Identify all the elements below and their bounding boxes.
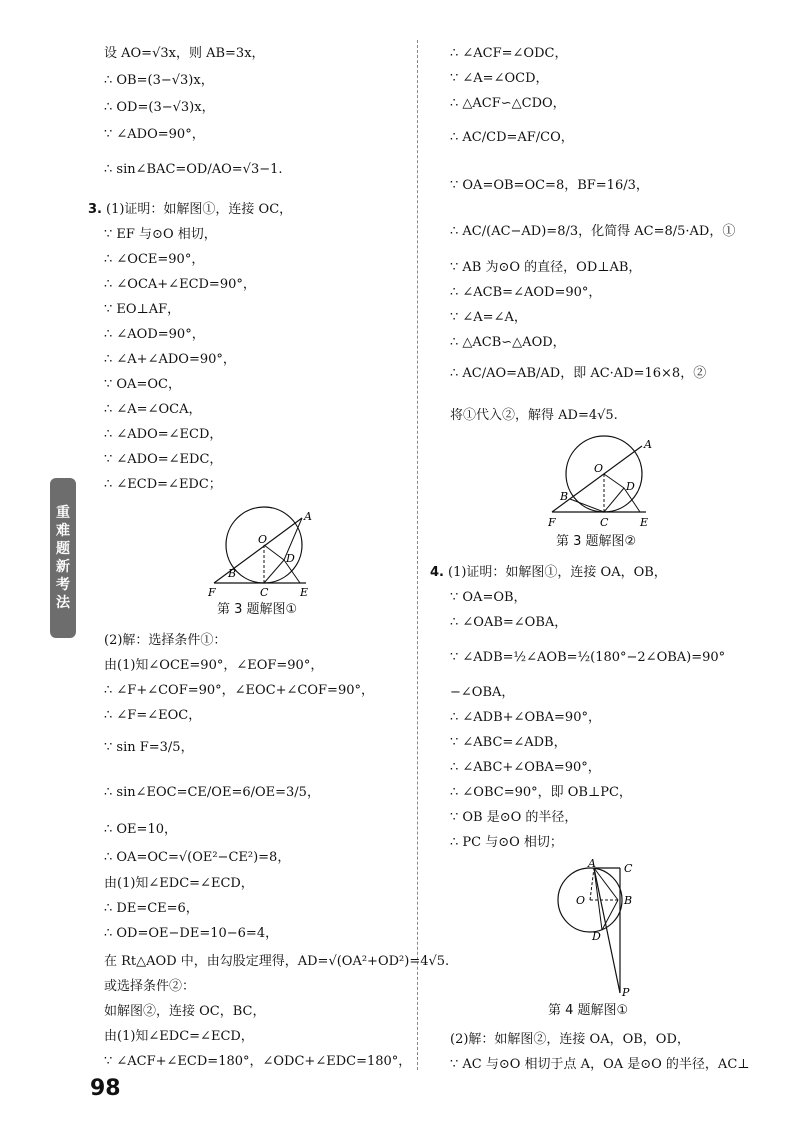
figure-caption: 第 3 题解图② [556, 534, 637, 549]
text-line: ∴ ∠ADB+∠OBA=90°， [450, 710, 601, 725]
label-d: D [626, 480, 635, 493]
text-line: 将①代入②，解得 AD=4√5. [450, 408, 618, 423]
side-tab-char: 新 [56, 559, 70, 575]
label-b: B [624, 894, 633, 907]
text-line: ∴ AC/AO=AB/AD，即 AC·AD=16×8，② [450, 366, 707, 381]
text-line: ∵ AB 为⊙O 的直径，OD⊥AB， [450, 260, 642, 275]
text-line: ∴ OD=(3−√3)x， [104, 100, 215, 115]
side-tab-char: 难 [56, 523, 70, 539]
label-f: F [548, 516, 556, 529]
side-tab [50, 478, 76, 638]
label-d: D [592, 930, 601, 943]
label-e: E [300, 586, 309, 599]
text-line: ∵ sin F=3/5， [104, 740, 194, 755]
figure-3-2 [548, 432, 658, 532]
side-tab-char: 考 [56, 577, 70, 593]
text-line: ∴ △ACB∽△AOD， [450, 335, 566, 350]
text-line: ∵ OA=OC， [104, 377, 181, 392]
text-line: ∴ AC/CD=AF/CO， [450, 130, 574, 145]
label-f: F [208, 586, 216, 599]
text-line: (2)解：如解图②，连接 OA，OB，OD， [450, 1032, 690, 1047]
text-line: 设 AO=√3x，则 AB=3x， [104, 46, 265, 61]
text-line: 由(1)知∠EDC=∠ECD， [104, 876, 254, 891]
text-line: ∴ ∠ADO=∠ECD， [104, 427, 223, 442]
text-line: 或选择条件②： [104, 979, 196, 994]
text-line: ∴ ∠ECD=∠EDC； [104, 477, 222, 492]
label-p: P [622, 986, 630, 998]
figure-caption: 第 3 题解图① [217, 602, 298, 617]
text-line: ∵ ∠ADO=90°， [104, 127, 205, 142]
text-line: ∴ DE=CE=6， [104, 901, 199, 916]
text-line: −∠OBA， [450, 685, 515, 700]
side-tab-char: 题 [56, 541, 70, 557]
text-line: ∴ ∠F=∠EOC， [104, 708, 202, 723]
text-line: ∵ AC 与⊙O 相切于点 A，OA 是⊙O 的半径，AC⊥ [450, 1057, 750, 1072]
text-line: ∵ ∠A=∠A， [450, 310, 527, 325]
label-b: B [560, 490, 569, 503]
column-divider [417, 40, 418, 1070]
text-line: (1)证明：如解图①，连接 OA，OB， [448, 565, 667, 580]
page-number: 98 [90, 1076, 121, 1101]
label-o: O [576, 894, 586, 907]
text-line: ∴ ∠OBC=90°，即 OB⊥PC， [450, 785, 632, 800]
side-tab-char: 重 [56, 505, 70, 521]
text-line: ∵ OA=OB=OC=8，BF=16/3， [450, 178, 649, 193]
text-line: 在 Rt△AOD 中，由勾股定理得，AD=√(OA²+OD²)=4√5. [104, 954, 450, 969]
line-oa [590, 868, 594, 900]
question-number: 4. [430, 565, 444, 580]
text-line: ∴ ∠OAB=∠OBA， [450, 615, 568, 630]
line-od [604, 474, 624, 488]
text-line: ∴ sin∠BAC=OD/AO=√3−1. [104, 162, 283, 177]
text-line: ∴ ∠ACF=∠ODC， [450, 46, 568, 61]
label-c: C [600, 516, 609, 529]
label-o: O [594, 462, 604, 475]
text-line: ∴ ∠A+∠ADO=90°， [104, 352, 236, 367]
text-line: ∴ OA=OC=√(OE²−CE²)=8， [104, 850, 291, 865]
text-line: ∵ ∠ACF+∠ECD=180°，∠ODC+∠EDC=180°， [104, 1054, 412, 1069]
label-a: A [588, 858, 596, 870]
text-line: ∵ EF 与⊙O 相切， [104, 227, 217, 242]
text-line: ∴ ∠F+∠COF=90°，∠EOC+∠COF=90°， [104, 683, 374, 698]
label-a: A [644, 438, 652, 451]
text-line: 由(1)知∠OCE=90°，∠EOF=90°， [104, 658, 324, 673]
text-line: ∴ OD=OE−DE=10−6=4， [104, 926, 279, 941]
question-number: 3. [88, 202, 102, 217]
text-line: (2)解：选择条件①： [104, 633, 227, 648]
text-line: ∵ OA=OB， [450, 590, 527, 605]
text-line: ∵ ∠ABC=∠ADB， [450, 735, 567, 750]
text-line: ∴ ∠ABC+∠OBA=90°， [450, 760, 601, 775]
text-line: ∴ PC 与⊙O 相切； [450, 835, 563, 850]
text-line: ∴ AC/(AC−AD)=8/3，化简得 AC=8/5·AD，① [450, 224, 736, 239]
text-line: (1)证明：如解图①，连接 OC， [106, 202, 293, 217]
text-line: ∴ OB=(3−√3)x， [104, 73, 214, 88]
text-line: ∵ ∠ADB=½∠AOB=½(180°−2∠OBA)=90° [450, 650, 726, 665]
text-line: ∴ ∠OCA+∠ECD=90°， [104, 277, 256, 292]
text-line: ∴ sin∠EOC=CE/OE=6/OE=3/5， [104, 785, 320, 800]
text-line: ∵ OB 是⊙O 的半径， [450, 810, 578, 825]
text-line: ∴ OE=10， [104, 822, 177, 837]
line-od [264, 545, 284, 560]
text-line: ∴ ∠ACB=∠AOD=90°， [450, 285, 602, 300]
figure-4-1 [548, 858, 638, 998]
label-c: C [624, 862, 633, 875]
text-line: ∵ EO⊥AF， [104, 302, 181, 317]
label-o: O [258, 533, 268, 546]
text-line: ∴ ∠A=∠OCA， [104, 402, 202, 417]
text-line: 如解图②，连接 OC，BC， [104, 1004, 266, 1019]
line-bc [570, 499, 604, 512]
label-c: C [260, 586, 269, 599]
text-line: ∵ ∠A=∠OCD， [450, 71, 549, 86]
figure-caption: 第 4 题解图① [548, 1003, 629, 1018]
text-line: ∵ ∠ADO=∠EDC， [104, 452, 223, 467]
text-line: ∴ △ACF∽△CDO， [450, 96, 566, 111]
text-line: 由(1)知∠EDC=∠ECD， [104, 1029, 254, 1044]
label-e: E [640, 516, 649, 529]
label-a: A [304, 510, 312, 523]
text-line: ∴ ∠OCE=90°， [104, 252, 205, 267]
text-line: ∴ ∠AOD=90°， [104, 327, 205, 342]
label-d: D [286, 552, 295, 565]
figure-3-1 [208, 500, 318, 600]
label-b: B [228, 567, 237, 580]
side-tab-char: 法 [56, 595, 70, 611]
